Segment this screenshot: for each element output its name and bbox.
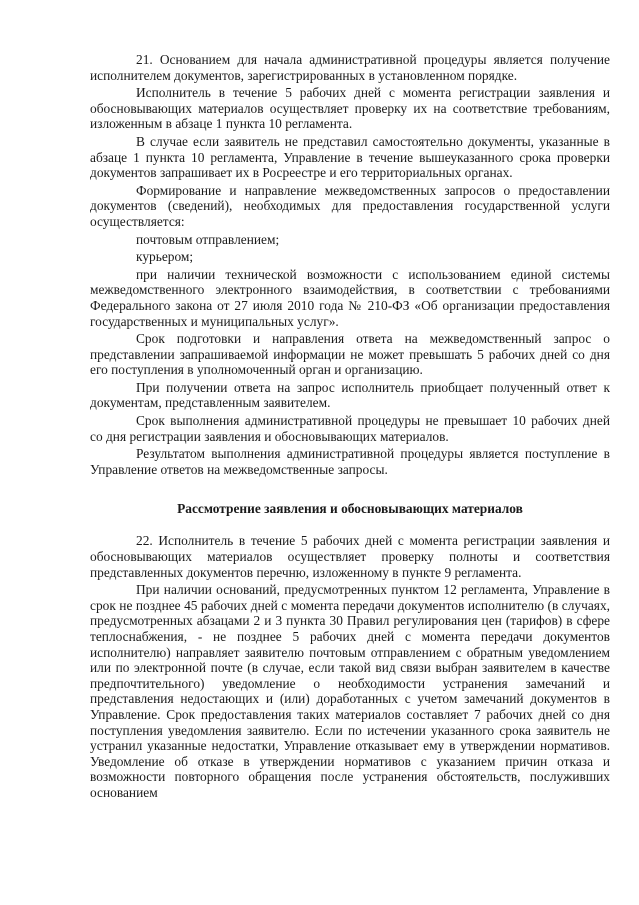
document-body — [90, 52, 610, 803]
list-item-courier: курьером; — [136, 249, 194, 265]
list-item-mail: почтовым отправлением; — [136, 231, 280, 247]
paragraph-22-intro: 22. Исполнитель в течение 5 рабочих дней с момента регистрации заявления и обосновывающих материалов осуществляет проверку полноты и соответствия представленных документов перечню, изложенному в пункте 9 регламента. — [90, 533, 610, 580]
list-item-electronic: при наличии технической возможности с использованием единой системы межведомственного электронного взаимодействия, в соответствии с требованиями Федерального закона от 27 июля 2010 года № 210-ФЗ «Об организации предоставления государственных и муниципальных услуг». — [90, 266, 610, 329]
paragraph-check-period: Исполнитель в течение 5 рабочих дней с момента регистрации заявления и обосновывающих материалов осуществляет проверку их на соответствие требованиям, изложенным в абзаце 1 пункта 10 регламента. — [90, 85, 610, 132]
paragraph-procedure-term: Срок выполнения административной процедуры не превышает 10 рабочих дней со дня регистрации заявления и обосновывающих материалов. — [90, 413, 610, 444]
paragraph-rosreestr-request: В случае если заявитель не представил самостоятельно документы, указанные в абзаце 1 пункта 10 регламента, Управление в течение вышеуказанного срока проверки документов запрашивает их в Росреестре и его территориальных органах. — [90, 133, 610, 181]
paragraph-grounds-notification: При наличии оснований, предусмотренных пунктом 12 регламента, Управление в срок не позднее 45 рабочих дней с момента передачи документов исполнителю (в случаях, предусмотренных абзацами 2 и 3 пункта 30 Правил регулирования цен (тарифов) в сфере теплоснабжения, - не позднее 5 рабочих дней с момента передачи документов исполнителю) направляет заявителю почтовым отправлением с обратным уведомлением или по электронной почте (в случае, если такой вид связи выбран заявителем в качестве предпочтительного) уведомление о необходимости устранения замечаний и представления недостающих и (или) доработанных с учетом замечаний документов в Управление. Срок предоставления таких материалов составляет 7 рабочих дней со дня поступления уведомления заявителю. Если по истечении указанного срока заявитель не устранил указанные недостатки, Управление отказывает ему в утверждении нормативов. Уведомление об отказе в утверждении нормативов с указанием причин отказа и возможности повторного обращения после устранения обстоятельств, послуживших основанием — [90, 582, 610, 800]
paragraph-21-intro: 21. Основанием для начала административной процедуры является получение исполнителем документов, зарегистрированных в установленном порядке. — [90, 52, 610, 83]
paragraph-response-attach: При получении ответа на запрос исполнитель приобщает полученный ответ к документам, представленным заявителем. — [90, 379, 610, 411]
paragraph-procedure-result: Результатом выполнения административной процедуры является поступление в Управление ответов на межведомственные запросы. — [90, 446, 610, 477]
paragraph-request-methods: Формирование и направление межведомственных запросов о предоставлении документов (сведений), необходимых для предоставления государственной услуги осуществляется: — [90, 182, 610, 229]
paragraph-response-deadline: Срок подготовки и направления ответа на межведомственный запрос о представлении запрашиваемой информации не может превышать 5 рабочих дней со дня его поступления в уполномоченный орган и организацию. — [90, 331, 610, 378]
section-heading: Рассмотрение заявления и обосновывающих материалов — [177, 501, 523, 517]
